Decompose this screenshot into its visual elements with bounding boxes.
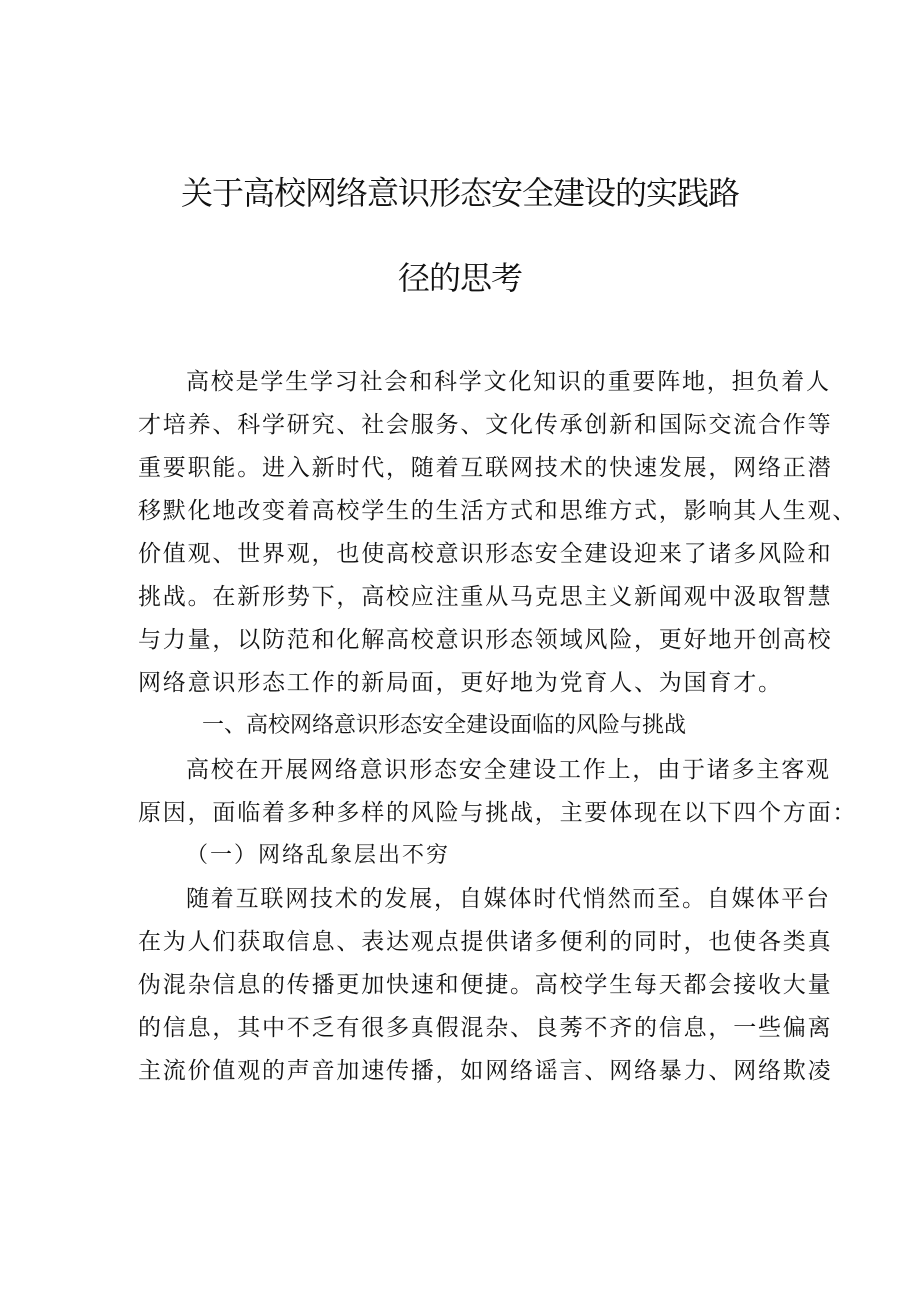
paragraph-3-line: 伪混杂信息的传播更加快速和便捷。高校学生每天都会接收大量 (138, 972, 833, 998)
paragraph-3-line: 主流价值观的声音加速传播，如网络谣言、网络暴力、网络欺凌 (138, 1058, 833, 1084)
paragraph-1-line: 价值观、世界观，也使高校意识形态安全建设迎来了诸多风险和 (138, 541, 833, 567)
paragraph-3-line: 随着互联网技术的发展，自媒体时代悄然而至。自媒体平台 (186, 886, 831, 912)
document-title-line-2: 径的思考 (397, 259, 522, 297)
paragraph-1-line: 才培养、科学研究、社会服务、文化传承创新和国际交流合作等 (138, 412, 833, 438)
paragraph-3-line: 的信息，其中不乏有很多真假混杂、良莠不齐的信息，一些偏离 (138, 1015, 833, 1041)
paragraph-1-line: 高校是学生学习社会和科学文化知识的重要阵地，担负着人 (186, 369, 831, 395)
paragraph-1-line: 与力量，以防范和化解高校意识形态领域风险，更好地开创高校 (138, 627, 833, 653)
paragraph-3-line: 在为人们获取信息、表达观点提供诸多便利的同时，也使各类真 (138, 929, 833, 955)
subsection-heading: （一）网络乱象层出不穷 (186, 843, 451, 868)
paragraph-1-line: 网络意识形态工作的新局面，更好地为党育人、为国育才。 (138, 670, 783, 696)
paragraph-1-line: 移默化地改变着高校学生的生活方式和思维方式，影响其人生观、 (138, 498, 858, 524)
paragraph-2-line: 原因，面临着多种多样的风险与挑战，主要体现在以下四个方面： (138, 800, 858, 826)
paragraph-1-line: 挑战。在新形势下，高校应注重从马克思主义新闻观中汲取智慧 (138, 584, 833, 610)
section-heading: 一、高校网络意识形态安全建设面临的风险与挑战 (202, 713, 687, 738)
document-title-line-1: 关于高校网络意识形态安全建设的实践路 (180, 174, 739, 212)
paragraph-2-line: 高校在开展网络意识形态安全建设工作上，由于诸多主客观 (186, 757, 831, 783)
paragraph-1-line: 重要职能。进入新时代，随着互联网技术的快速发展，网络正潜 (138, 455, 833, 481)
